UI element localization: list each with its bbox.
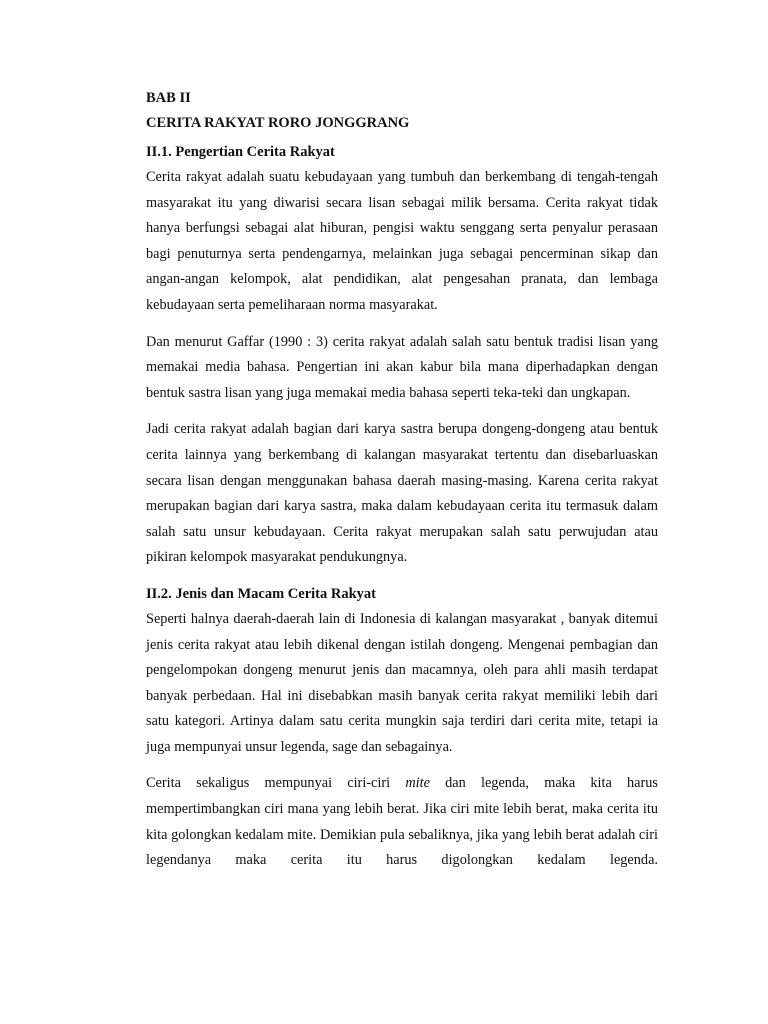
paragraph: Dan menurut Gaffar (1990 : 3) cerita rakyat adalah salah satu bentuk tradisi lisan yang memakai media bahasa. Pengertian ini akan kabur bila mana diperhadapkan dengan bentuk sastra lisan yang juga memakai media bahasa seperti teka-teki dan ungkapan. <box>146 333 658 401</box>
paragraph-with-italic <box>146 771 658 873</box>
document-page <box>146 86 658 874</box>
chapter-label: BAB II <box>146 90 191 106</box>
italic-term: mite <box>405 775 430 792</box>
paragraph: Jadi cerita rakyat adalah bagian dari karya sastra berupa dongeng-dongeng atau bentuk cerita lainnya yang berkembang di kalangan masyarakat tertentu dan disebarluaskan secara lisan dengan menggunakan bahasa daerah masing-masing. Karena cerita rakyat merupakan bagian dari karya sastra, maka dalam kebudayaan cerita itu termasuk dalam salah satu unsur kebudayaan. Cerita rakyat merupakan salah satu perwujudan atau pikiran kelompok masyarakat pendukungnya. <box>146 421 658 566</box>
section-heading-2: II.2. Jenis dan Macam Cerita Rakyat <box>146 585 376 602</box>
section-heading-1: II.1. Pengertian Cerita Rakyat <box>146 144 335 160</box>
chapter-title: CERITA RAKYAT RORO JONGGRANG <box>146 115 410 131</box>
paragraph: Seperti halnya daerah-daerah lain di Indonesia di kalangan masyarakat , banyak ditemui jenis cerita rakyat atau lebih dikenal dengan istilah dongeng. Mengenai pembagian dan pengelompokan dongeng menurut jenis dan macamnya, oleh para ahli masih terdapat banyak perbedaan. Hal ini disebabkan masih banyak cerita rakyat memiliki lebih dari satu kategori. Artinya dalam satu cerita mungkin saja terdiri dari cerita mite, tetapi ia juga mempunyai unsur legenda, sage dan sebagainya. <box>146 610 658 755</box>
paragraph-text-start: Cerita sekaligus mempunyai ciri-ciri <box>146 775 406 792</box>
paragraph-text-end: dan legenda, maka kita harus mempertimbangkan ciri mana yang lebih berat. Jika ciri mite lebih berat, maka cerita itu kita golongkan kedalam mite. Demikian pula sebaliknya, jika yang lebih berat adalah ciri legendanya maka cerita itu harus digolongkan kedalam legenda. <box>146 775 658 869</box>
paragraph: Cerita rakyat adalah suatu kebudayaan yang tumbuh dan berkembang di tengah-tengah masyarakat itu yang diwarisi secara lisan sebagai milik bersama. Cerita rakyat tidak hanya berfungsi sebagai alat hiburan, pengisi waktu senggang serta penyalur perasaan bagi penuturnya serta pendengarnya, melainkan juga sebagai pencerminan sikap dan angan-angan kelompok, alat pendidikan, alat pengesahan pranata, dan lembaga kebudayaan serta pemeliharaan norma masyarakat. <box>146 169 658 313</box>
